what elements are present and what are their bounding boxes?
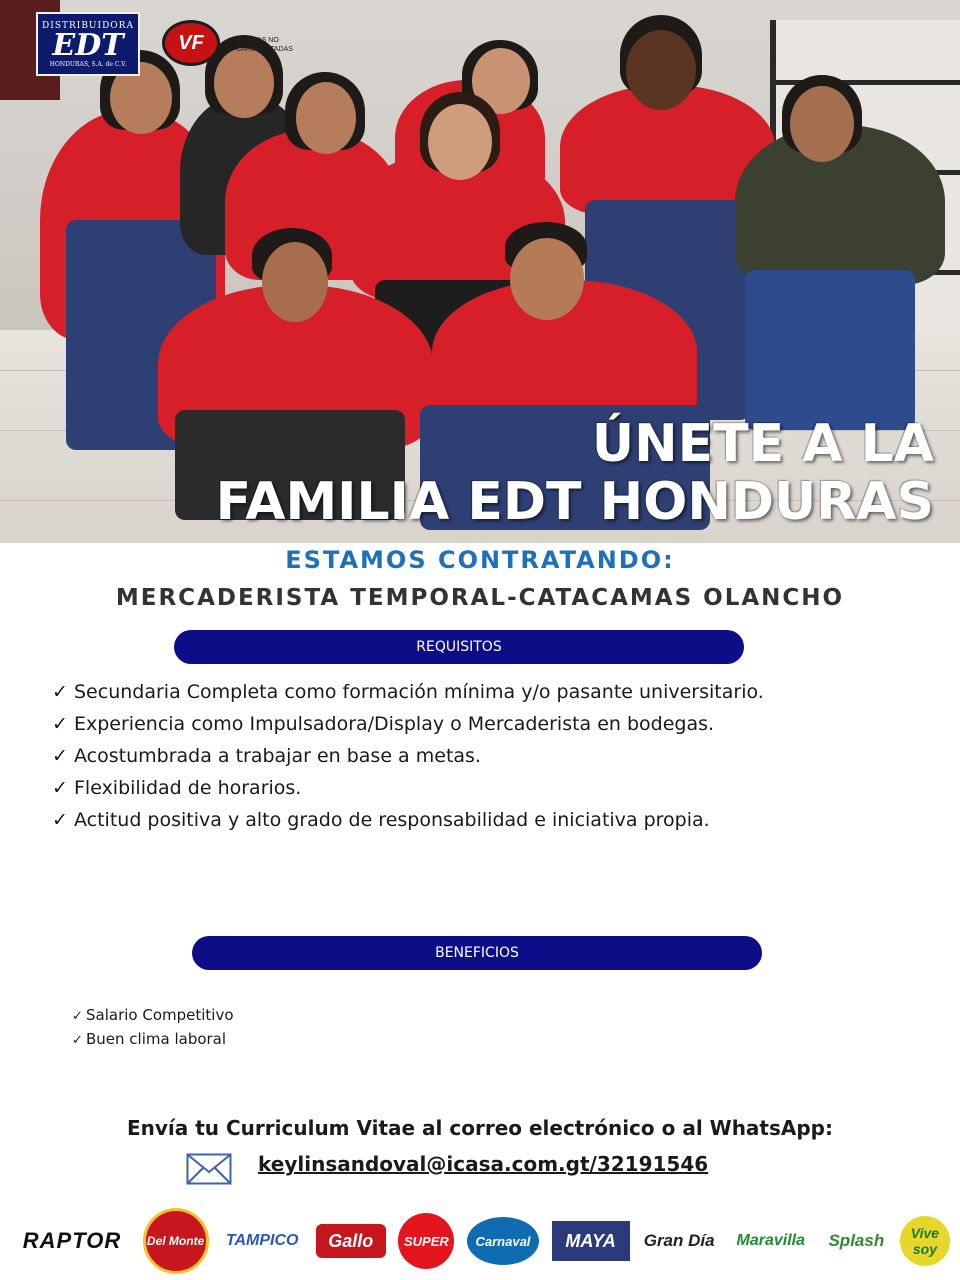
brand-logos	[14, 1206, 950, 1276]
person-jeans	[745, 270, 915, 430]
check-icon: ✓	[52, 713, 68, 735]
requirements-label: REQUISITOS	[416, 639, 502, 655]
del-monte-logo: Del Monte	[143, 1208, 209, 1274]
list-item	[52, 676, 932, 708]
benefits-list	[72, 1003, 234, 1051]
position-title: MERCADERISTA TEMPORAL-CATACAMAS OLANCHO	[115, 585, 845, 611]
vf-logo-text: BEBIDAS NO CARBONATADAS	[236, 37, 293, 53]
vive-soy-logo: Vive soy	[900, 1216, 950, 1266]
person-face	[428, 104, 492, 180]
hero-title	[216, 415, 934, 531]
super-logo: SUPER	[398, 1213, 454, 1269]
person-face	[214, 48, 274, 118]
contact-instructions: Envía tu Curriculum Vitae al correo electrónico o al WhatsApp:	[126, 1116, 833, 1140]
person-face	[262, 242, 328, 322]
requirement-text: Experiencia como Impulsadora/Display o Mercaderista en bodegas.	[74, 713, 715, 735]
benefits-label: BENEFICIOS	[435, 945, 519, 961]
list-item	[52, 772, 932, 804]
hero-title-line2: FAMILIA EDT HONDURAS	[215, 472, 934, 532]
benefits-header	[192, 936, 762, 970]
check-icon: ✓	[52, 681, 68, 703]
hero-title-line1: ÚNETE A LA	[591, 414, 934, 474]
vf-logo-mark: VF	[178, 31, 204, 54]
list-item	[72, 1027, 234, 1051]
check-icon: ✓	[72, 1033, 83, 1048]
maravilla-logo: Maravilla	[736, 1232, 805, 1249]
list-item	[72, 1003, 234, 1027]
person-face	[296, 82, 356, 154]
check-icon: ✓	[72, 1009, 83, 1024]
splash-logo: Splash	[828, 1231, 885, 1250]
edt-logo-main-text: EDT	[52, 27, 124, 63]
list-item	[52, 740, 932, 772]
carnaval-logo: Carnaval	[467, 1217, 539, 1265]
edt-logo	[36, 12, 140, 76]
tampico-logo: TAMPICO	[225, 1232, 299, 1249]
gallo-logo: Gallo	[316, 1224, 386, 1258]
vf-logo	[162, 20, 220, 66]
requirement-text: Flexibilidad de horarios.	[74, 777, 302, 799]
person-face	[790, 86, 854, 162]
benefit-text: Buen clima laboral	[86, 1030, 227, 1048]
check-icon: ✓	[52, 745, 68, 767]
mail-icon	[186, 1153, 232, 1185]
email-whatsapp-link[interactable]: keylinsandoval@icasa.com.gt/32191546	[258, 1152, 709, 1176]
benefit-text: Salario Competitivo	[86, 1006, 234, 1024]
list-item	[52, 804, 932, 836]
edt-logo-bottom-text: HONDURAS, S.A. de C.V.	[49, 60, 127, 68]
requirement-text: Actitud positiva y alto grado de responsabilidad e iniciativa propia.	[74, 809, 710, 831]
requirement-text: Secundaria Completa como formación mínima y/o pasante universitario.	[74, 681, 764, 703]
raptor-logo: RAPTOR	[22, 1228, 122, 1253]
list-item	[52, 708, 932, 740]
edt-logo-top-text: DISTRIBUIDORA	[42, 20, 134, 31]
person-face	[510, 238, 584, 320]
requirements-list	[52, 676, 932, 836]
maya-logo: MAYA	[552, 1221, 630, 1261]
hiring-heading: ESTAMOS CONTRATANDO:	[285, 546, 675, 574]
team-photo	[0, 0, 960, 543]
requirements-header	[174, 630, 744, 664]
gran-dia-logo: Gran Día	[643, 1231, 715, 1250]
requirement-text: Acostumbrada a trabajar en base a metas.	[74, 745, 481, 767]
person-face	[626, 30, 696, 110]
check-icon: ✓	[52, 809, 68, 831]
check-icon: ✓	[52, 777, 68, 799]
